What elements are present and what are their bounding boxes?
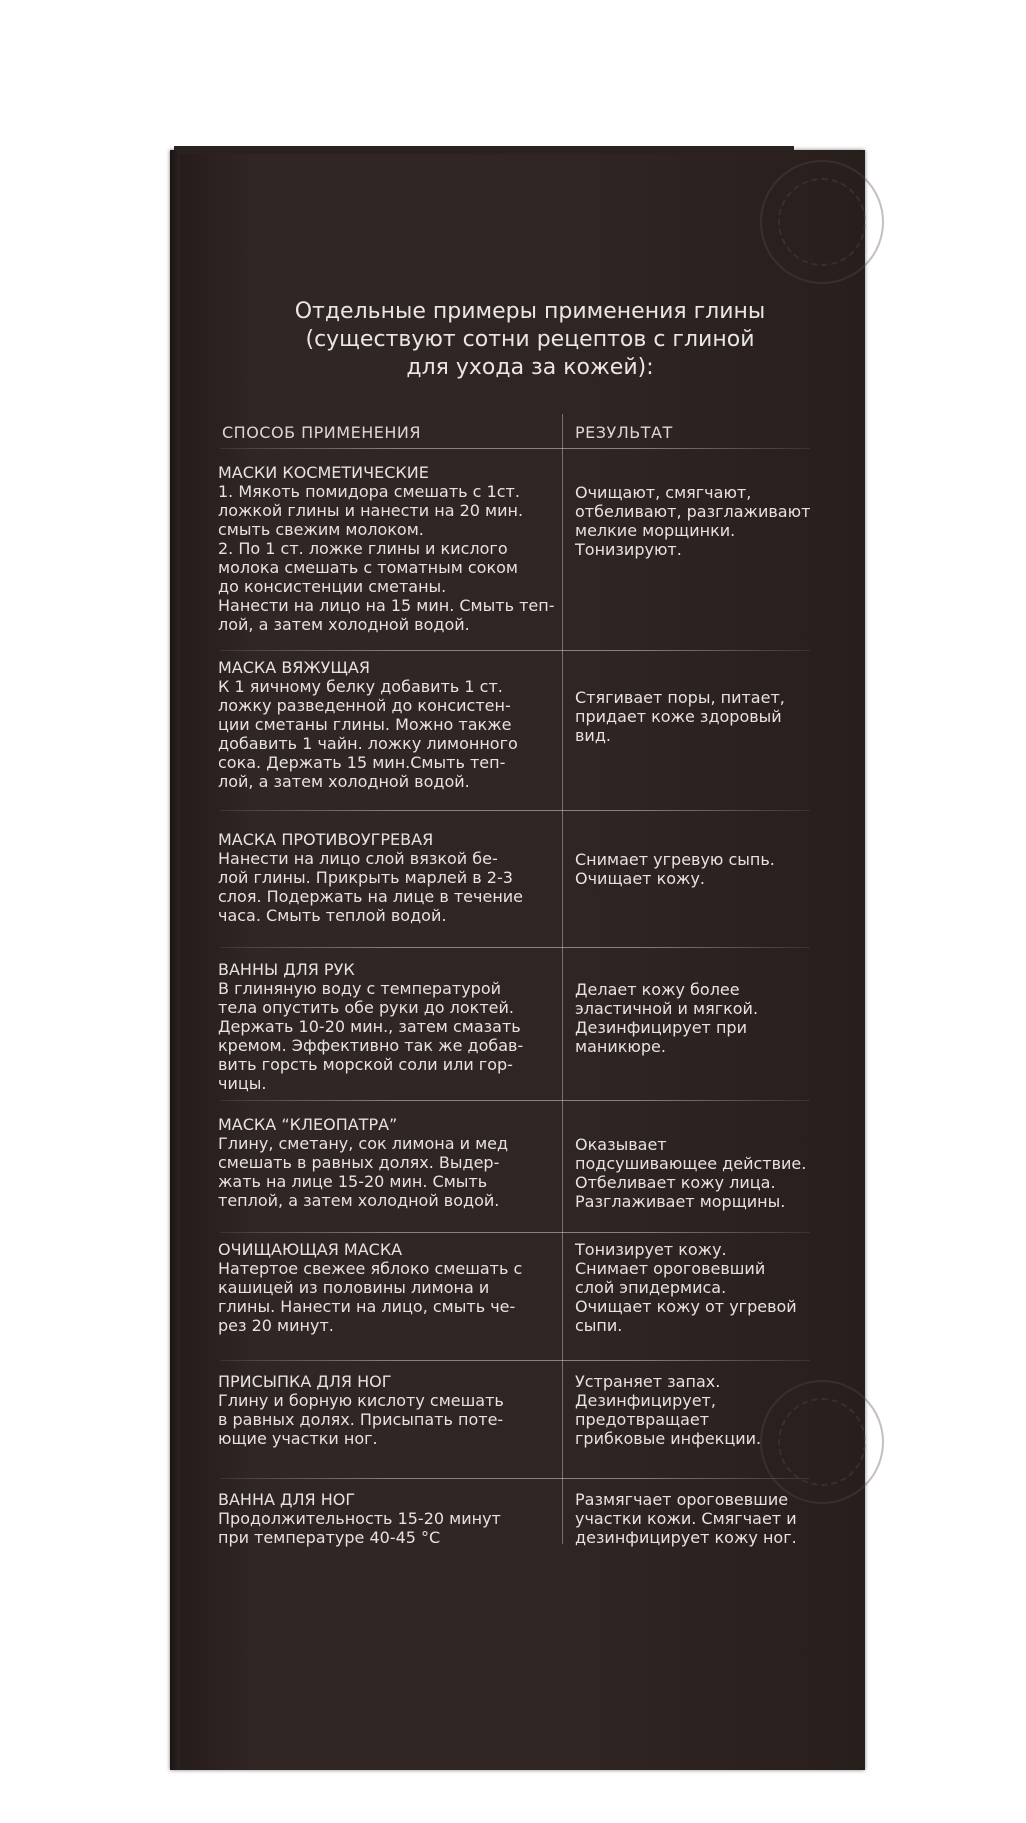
row-divider (220, 1100, 810, 1101)
row-divider (220, 947, 810, 948)
title-line-2: (существуют сотни рецептов с глиной (305, 327, 755, 352)
title-line-1: Отдельные примеры применения глины (294, 299, 766, 324)
result-text-line: Делает кожу более (575, 980, 740, 999)
result-text-line: отбеливают, разглаживают (575, 502, 811, 521)
method-text-line: Глину и борную кислоту смешать (218, 1391, 504, 1410)
method-text-line: рез 20 минут. (218, 1316, 334, 1335)
result-text-line: дезинфицирует кожу ног. (575, 1528, 797, 1547)
method-text-line: Продолжительность 15-20 минут (218, 1509, 501, 1528)
box-top-flap (174, 146, 794, 154)
result-text-line: Дезинфицирует, (575, 1391, 716, 1410)
method-text-line: глины. Нанести на лицо, смыть че- (218, 1297, 516, 1316)
method-text-line: Нанести на лицо слой вязкой бе- (218, 849, 498, 868)
result-text-line: Разглаживает морщины. (575, 1192, 786, 1211)
row-divider (220, 1360, 810, 1361)
result-text-line: грибковые инфекции. (575, 1429, 762, 1448)
method-text-line: сока. Держать 15 мин.Смыть теп- (218, 753, 506, 772)
method-text-line: ложкой глины и нанести на 20 мин. (218, 501, 524, 520)
row-divider (220, 810, 810, 811)
table-row-method (218, 463, 554, 634)
method-text-line: В глиняную воду с температурой (218, 979, 502, 998)
table-row-result (575, 850, 825, 888)
table-row-result (575, 1372, 825, 1448)
result-text-line: слой эпидермиса. (575, 1278, 727, 1297)
result-text-line: эластичной и мягкой. (575, 999, 759, 1018)
header-result: РЕЗУЛЬТАТ (575, 423, 673, 442)
table-row-method (218, 1372, 554, 1448)
method-text-line: 2. По 1 ст. ложке глины и кислого (218, 539, 508, 558)
table-row-result (575, 1240, 825, 1335)
table-row-method (218, 1240, 554, 1335)
method-text-line: ющие участки ног. (218, 1429, 378, 1448)
method-text-line: кашицей из половины лимона и (218, 1278, 490, 1297)
result-text-line: Очищают, смягчают, (575, 483, 752, 502)
method-name: МАСКИ КОСМЕТИЧЕСКИЕ (218, 463, 429, 482)
result-text-line: участки кожи. Смягчает и (575, 1509, 797, 1528)
method-text-line: лой глины. Прикрыть марлей в 2-3 (218, 868, 513, 887)
method-name: ВАННЫ ДЛЯ РУК (218, 960, 355, 979)
result-text-line: Размягчает ороговевшие (575, 1490, 789, 1509)
method-text-line: тела опустить обе руки до локтей. (218, 998, 514, 1017)
method-name: МАСКА ВЯЖУЩАЯ (218, 658, 370, 677)
table-row-result (575, 980, 825, 1056)
method-text-line: Глину, сметану, сок лимона и мед (218, 1134, 509, 1153)
method-text-line: слоя. Подержать на лице в течение (218, 887, 524, 906)
box-left-edge (170, 150, 180, 1770)
result-text-line: Дезинфицирует при (575, 1018, 747, 1037)
method-name: МАСКА ПРОТИВОУГРЕВАЯ (218, 830, 434, 849)
method-text-line: кремом. Эффективно так же добав- (218, 1036, 524, 1055)
method-text-line: Нанести на лицо на 15 мин. Смыть теп- (218, 596, 555, 615)
row-divider (220, 1478, 810, 1479)
method-text-line: чицы. (218, 1074, 267, 1093)
result-text-line: сыпи. (575, 1316, 623, 1335)
method-text-line: лой, а затем холодной водой. (218, 615, 470, 634)
table-row-result (575, 1490, 825, 1547)
method-text-line: жать на лице 15-20 мин. Смыть (218, 1172, 488, 1191)
result-text-line: Отбеливает кожу лица. (575, 1173, 776, 1192)
method-text-line: лой, а затем холодной водой. (218, 772, 470, 791)
result-text-line: Снимает угревую сыпь. (575, 850, 775, 869)
table-row-result (575, 483, 825, 559)
method-name: ВАННА ДЛЯ НОГ (218, 1490, 356, 1509)
result-text-line: Стягивает поры, питает, (575, 688, 785, 707)
table-row-result (575, 688, 825, 745)
result-text-line: маникюре. (575, 1037, 666, 1056)
method-name: ОЧИЩАЮЩАЯ МАСКА (218, 1240, 403, 1259)
result-text-line: подсушивающее действие. (575, 1154, 807, 1173)
method-text-line: добавить 1 чайн. ложку лимонного (218, 734, 518, 753)
result-text-line: Оказывает (575, 1135, 667, 1154)
method-name: МАСКА “КЛЕОПАТРА” (218, 1115, 398, 1134)
method-text-line: в равных долях. Присыпать поте- (218, 1410, 504, 1429)
method-text-line: Держать 10-20 мин., затем смазать (218, 1017, 521, 1036)
method-text-line: ции сметаны глины. Можно также (218, 715, 512, 734)
title-line-3: для ухода за кожей): (406, 355, 654, 380)
row-divider (220, 1232, 810, 1233)
result-text-line: Устраняет запах. (575, 1372, 721, 1391)
result-text-line: Снимает ороговевший (575, 1259, 766, 1278)
ornament-top-right (760, 160, 884, 284)
result-text-line: Тонизируют. (575, 540, 682, 559)
table-row-result (575, 1135, 825, 1211)
header-method: СПОСОБ ПРИМЕНЕНИЯ (222, 423, 421, 442)
page-title (260, 298, 800, 382)
row-divider (220, 650, 810, 651)
table-row-method (218, 1490, 554, 1547)
method-text-line: при температуре 40-45 °С (218, 1528, 441, 1547)
method-text-line: ложку разведенной до консистен- (218, 696, 511, 715)
result-text-line: Тонизирует кожу. (575, 1240, 727, 1259)
method-text-line: смешать в равных долях. Выдер- (218, 1153, 500, 1172)
method-text-line: 1. Мякоть помидора смешать с 1ст. (218, 482, 520, 501)
method-text-line: молока смешать с томатным соком (218, 558, 518, 577)
table-row-method (218, 658, 554, 791)
method-text-line: теплой, а затем холодной водой. (218, 1191, 500, 1210)
result-text-line: предотвращает (575, 1410, 710, 1429)
method-text-line: до консистенции сметаны. (218, 577, 447, 596)
table-row-method (218, 1115, 554, 1210)
result-text-line: Очищает кожу. (575, 869, 705, 888)
result-text-line: вид. (575, 726, 611, 745)
method-text-line: К 1 яичному белку добавить 1 ст. (218, 677, 503, 696)
method-text-line: часа. Смыть теплой водой. (218, 906, 447, 925)
table-row-method (218, 830, 554, 925)
method-text-line: смыть свежим молоком. (218, 520, 424, 539)
result-text-line: придает коже здоровый (575, 707, 782, 726)
table-row-method (218, 960, 554, 1093)
result-text-line: мелкие морщинки. (575, 521, 736, 540)
row-divider (220, 448, 810, 449)
method-text-line: Натертое свежее яблоко смешать с (218, 1259, 523, 1278)
column-divider (562, 414, 563, 1544)
method-text-line: вить горсть морской соли или гор- (218, 1055, 513, 1074)
result-text-line: Очищает кожу от угревой (575, 1297, 797, 1316)
method-name: ПРИСЫПКА ДЛЯ НОГ (218, 1372, 392, 1391)
